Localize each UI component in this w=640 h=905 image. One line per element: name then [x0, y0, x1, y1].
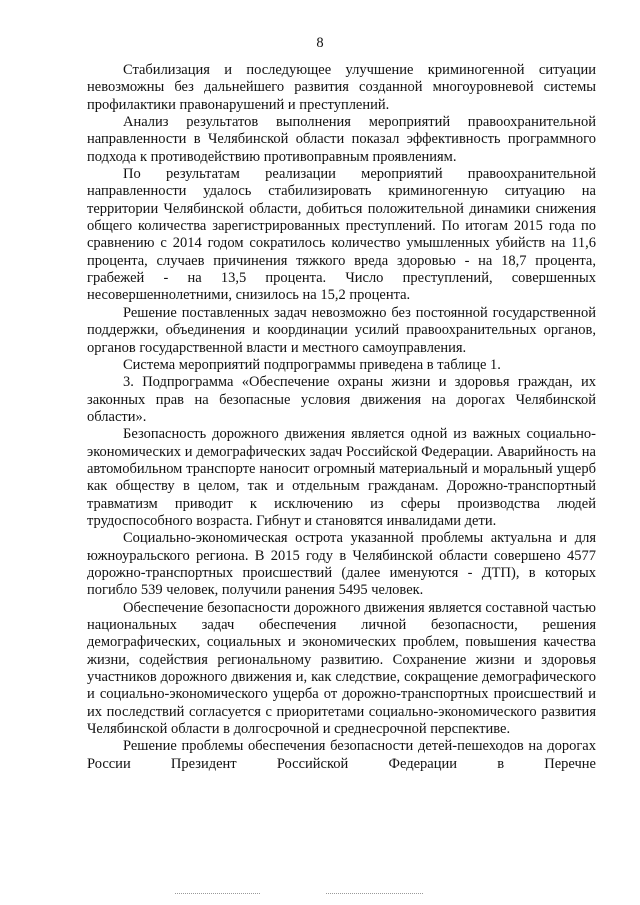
scan-artifact-line: [175, 893, 260, 895]
paragraph: Безопасность дорожного движения является одной из важных социально-экономических и демографических задач Российской Федерации. Аварийность на автомобильном транспорте наносит огромный материальный и моральный ущерб как обществу в целом, так и отдельным гражданам. Дорожно-транспортный травматизм приводит к исключению из сферы производства людей трудоспособного возраста. Гибнут и становятся инвалидами дети.: [87, 426, 596, 529]
paragraph: Социально-экономическая острота указанной проблемы актуальна и для южноуральского региона. В 2015 году в Челябинской области совершено 4577 дорожно-транспортных происшествий (далее именуются - ДТП), в которых погибло 539 человек, получили ранения 5495 человек.: [87, 530, 596, 599]
paragraph: Решение поставленных задач невозможно без постоянной государственной поддержки, объединения и координации усилий правоохранительных органов, органов государственной власти и местного самоуправления.: [87, 304, 596, 356]
paragraph: По результатам реализации мероприятий правоохранительной направленности удалось стабилизировать криминогенную ситуацию на территории Челябинской области, добиться положительной динамики снижения общего количества зарегистрированных преступлений. По итогам 2015 года по сравнению с 2014 годом сократилось количество умышленных убийств на 11,6 процента, случаев причинения тяжкого вреда здоровью - на 18,7 процента, грабежей - на 13,5 процента. Число преступлений, совершенных несовершеннолетними, снизилось на 15,2 процента.: [87, 166, 596, 304]
paragraph: Система мероприятий подпрограммы приведена в таблице 1.: [123, 356, 501, 373]
scan-artifact-line: [326, 893, 423, 895]
subprogram-heading: 3. Подпрограмма «Обеспечение охраны жизни и здоровья граждан, их законных прав на безопасные условия движения на дорогах Челябинской области».: [87, 374, 596, 425]
page-number: 8: [316, 35, 324, 51]
paragraph: Анализ результатов выполнения мероприятий правоохранительной направленности в Челябинской области показал эффективность программного подхода к противодействию противоправным проявлениям.: [87, 114, 596, 165]
paragraph: Обеспечение безопасности дорожного движения является составной частью национальных задач обеспечения личной безопасности, решения демографических, социальных и экономических проблем, повышения качества жизни, содействия региональному развитию. Сохранение жизни и здоровья участников дорожного движения и, как следствие, сокращение демографического и социально-экономического ущерба от дорожно-транспортных происшествий и их последствий согласуется с приоритетами социально-экономического развития Челябинской области в долгосрочной и среднесрочной перспективе.: [87, 599, 596, 738]
paragraph: Решение проблемы обеспечения безопасности детей-пешеходов на дорогах России Президент Российской Федерации в Перечне: [87, 738, 596, 772]
document-body: [87, 62, 596, 773]
paragraph: Стабилизация и последующее улучшение криминогенной ситуации невозможны без дальнейшего развития созданной многоуровневой системы профилактики правонарушений и преступлений.: [87, 62, 596, 113]
